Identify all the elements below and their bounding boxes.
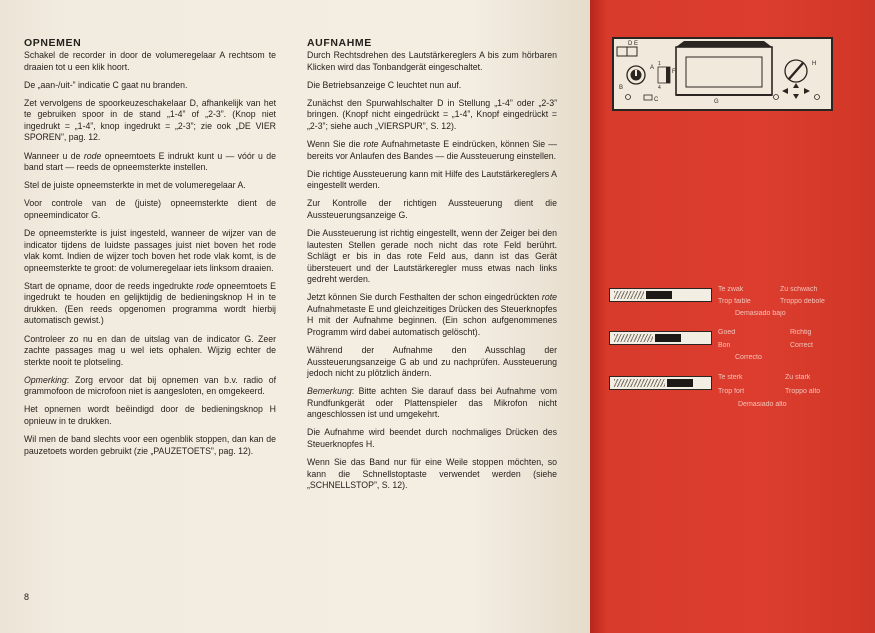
arrow-down-icon [793,94,799,99]
paragraph: Schakel de recorder in door de volumeregelaar A rechtsom te draaien tot u een klik hoort. [24,50,276,72]
letter-b: B [619,85,624,91]
meter-label: Trop faible [718,298,751,305]
paragraph [24,151,276,174]
text-run: : Zorg ervoor dat bij opnemen van b.v. radio of grammofoon de microfoon niet is aangesloten, en omgekeerd. [24,374,276,397]
meter-label: Bon [718,342,731,349]
level-meter-too-strong [609,376,712,390]
paragraph: De opneemsterkte is juist ingesteld, wanneer de wijzer van de indicator tijdens de luidste passages juist niet boven het rode vlak komt. Indien de wijzer toch boven het rode vlak komt, is de opneemsterkte te groot: de volumeregelaar iets linksom draaien. [24,228,276,273]
cassette-lid [676,41,772,47]
paragraph: Het opnemen wordt beëindigd door de bedieningsknop H opnieuw in te drukken. [24,404,276,426]
paragraph [307,139,557,162]
meter-scale [614,334,653,342]
meter-label: Demasiado alto [738,401,787,408]
label-1: 1 [658,61,661,67]
paragraph: Zunächst den Spurwahlschalter D in Stellung „1-4” oder „2-3” bringen. (Knopf nicht eingedrückt = „1-4”, Knopf eingedrückt = „2-3”; siehe auch „VIERSPUR”, S. 12). [307,97,557,131]
letter-e: E [634,41,639,47]
text-run: Wanneer u de [24,150,84,161]
paragraph [307,292,557,338]
paragraph: Die Betriebsanzeige C leuchtet nun auf. [307,79,462,90]
paragraph: Durch Rechtsdrehen des Lautstärkereglers A bis zum hörbaren Klicken wird das Tonbandgerät eingeschaltet. [307,50,557,72]
tape-recorder-illustration [612,37,833,111]
paragraph: Wil men de band slechts voor een ogenblik stoppen, dan kan de pauzetoets worden gebruikt (zie „PAUZETOETS”, pag. 12). [24,434,276,456]
emphasis: rode [196,280,214,291]
emphasis: rote [363,139,379,150]
meter-label: Te zwak [718,286,744,293]
text-run: Aufnahmetaste E und gleichzeitiges Drücken des Steuerknopfes H mit der Aufnahme beginnen. (Ein schon aufgenommenes Programm wird dabei automatisch gelöscht). [307,303,557,337]
paragraph: Die richtige Aussteuerung kann mit Hilfe des Lautstärkereglers A eingestellt werden. [307,168,557,191]
level-meter-good [609,331,712,345]
meter-needle-bar [655,334,681,342]
letter-a: A [650,65,655,71]
arrow-up-icon [793,83,799,88]
text-run: : Bitte achten Sie darauf dass bei Aufnahme vom Rundfunkgerät oder Plattenspieler das Mikrofon nicht angeschlossen ist und umgekehrt. [307,386,557,420]
letter-h: H [812,61,817,67]
meter-scale [614,291,644,299]
indicator-lamp [644,95,652,100]
meter-needle-bar [667,379,693,387]
text-run: Jetzt können Sie durch Festhalten der schon eingedrückten [307,292,542,303]
paragraph [307,386,557,421]
meter-label: Troppo alto [785,388,821,395]
meter-label: Zu schwach [780,286,818,293]
emphasis: rode [83,150,102,161]
meter-scale [614,379,665,387]
paragraph: Während der Aufnahme den Ausschlag der Aussteuerungsanzeige G ab und zu nachprüfen. Aussteuerung jedoch nicht zu plötzlich ändern. [307,345,557,378]
paragraph: Wenn Sie das Band nur für eine Weile stoppen möchten, so kann die Schnellstoptaste verwendet werden (siehe „SCHNELLSTOP”, S. 12). [307,457,557,491]
meter-needle-bar [646,291,672,299]
remark-label: Opmerking [24,374,67,385]
text-run: opneemtoets E indrukt kunt u — vóór u de band start — reeds de opneemsterkte instellen. [24,150,276,173]
meter-label: Richtig [790,329,812,336]
cassette-bay [676,47,772,95]
dutch-column [24,37,276,464]
letter-f: F [672,69,676,75]
paragraph: Die Aufnahme wird beendet durch nochmaliges Drücken des Steuerknopfes H. [307,427,557,449]
meter-label: Correct [790,342,813,349]
arrow-left-icon [782,88,788,94]
paragraph: De „aan-/uit-” indicatie C gaat nu branden. [24,79,188,90]
paragraph [24,375,276,398]
section-title-aufnahme: AUFNAHME [307,37,372,49]
paragraph: Controleer zo nu en dan de uitslag van de indicator G. Zeer zachte passages mag u wel iets ophalen. Wijzig echter de sterkte nooit te plotseling. [24,333,276,367]
recorder-drawing [614,39,831,109]
level-meter-too-weak [609,288,712,302]
remark-label: Bemerkung [307,386,352,397]
paragraph: Zur Kontrolle der richtigen Aussteuerung dient die Aussteuerungsanzeige G. [307,198,557,220]
paragraph: Stel de juiste opneemsterkte in met de volumeregelaar A. [24,180,246,191]
letter-c: C [654,97,659,103]
text-run: opneemtoets E ingedrukt te houden en gelijktijdig de bedieningsknop H in te drukken. (Een reeds opgenomen programma wordt hierbij automatisch gewist.) [24,280,277,326]
letter-g: G [714,99,719,105]
arrow-right-icon [804,88,810,94]
page-number: 8 [24,592,30,602]
paragraph: Voor controle van de (juiste) opneemsterkte dient de opneemindicator G. [24,198,276,220]
emphasis: rote [541,292,557,303]
meter-label: Trop fort [718,388,745,395]
letter-d: D [628,41,633,47]
text-run: Wenn Sie die [307,139,364,150]
meter-label: Demasiado bajo [735,310,786,317]
meter-label: Troppo debole [780,298,825,305]
paragraph: Zet vervolgens de spoorkeuzeschakelaar D, afhankelijk van het te gebruiken spoor in de stand „1-4” of „2-3”. (Knop niet ingedrukt = „1-4”, knop ingedrukt = „2-3”; zie ook „DE VIER SPOREN”, pag. 12. [24,97,276,143]
cassette-window [686,57,762,87]
meter-label: Zu stark [785,374,811,381]
meter-label: Te sterk [718,374,743,381]
german-column [307,37,557,498]
text-run: Aufnahmetaste E eindrücken, können Sie — bereits vor Anlaufen des Bandes — die Aussteuerung einstellen. [307,139,557,161]
paragraph: Die Aussteuerung ist richtig eingestellt, wenn der Zeiger bei den lautesten Stellen gerade noch nicht das rote Feld berührt. Schlägt er bis in das rote Feld aus, dann ist das Gerät übersteuert und der Lautstärkeregler muss etwas nach links gedreht werden. [307,228,557,285]
section-title-opnemen: OPNEMEN [24,37,82,49]
meter-label: Goed [718,329,736,336]
label-4: 4 [658,85,661,91]
text-run: Start de opname, door de reeds ingedrukte [24,280,197,291]
meter-label: Correcto [735,354,762,361]
paragraph [24,281,276,327]
